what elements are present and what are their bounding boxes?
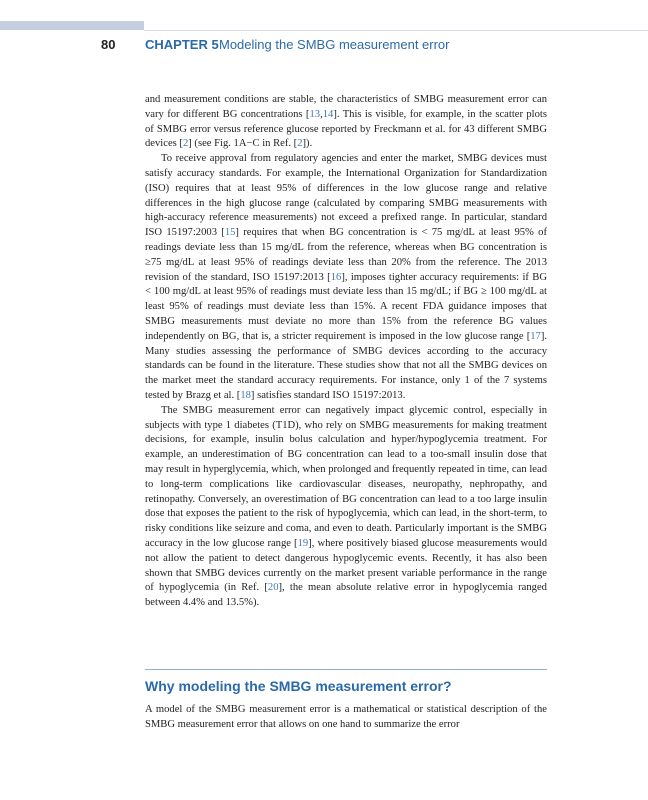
text-run: ], imposes tighter accuracy requirements: if BG < 100 mg/dL at least 95% of readings must deviate less than 15 mg/dL; if BG ≥ 100 mg/dL at least 95% of readings must deviate less than 15%. A recent FDA guidance imposes that SMBG measurements must deviate no more than 15% from the reference BG values independently on BG, that is, a stricter requirement is imposed in the low glucose range [ [145,271,547,342]
section-paragraph: A model of the SMBG measurement error is a mathematical or statistical description of the SMBG measurement error that allows on one hand to summarize the error [145,704,547,730]
section-rule [145,669,547,670]
text-run: ]. This is visible, for example, in the scatter plots of SMBG error versus reference glucose reported by Freckmann et al. for 43 different SMBG devices [ [145,108,547,150]
text-run: ]). [302,138,313,150]
citation-link[interactable]: 2 [182,138,189,150]
paragraph-3 [145,404,547,611]
text-run: and measurement conditions are stable, the characteristics of SMBG measurement error can vary for different BG concentrations [ [145,94,547,120]
section-heading: Why modeling the SMBG measurement error? [145,678,452,694]
text-run: ] satisfies standard ISO 15197:2013. [250,389,406,401]
text-run: ], where positively biased glucose measurements would not allow the patient to detect dangerous hypoglycemic events. Recently, it has also been shown that SMBG devices currently on the market present variable performance in the range of hypoglycemia (in Ref. [ [145,537,547,594]
citation-link[interactable]: 20 [267,582,279,594]
citation-link[interactable]: 18 [240,389,251,401]
text-run: The SMBG measurement error can negatively impact glycemic control, especially in subjects with type 1 diabetes (T1D), who rely on SMBG measurements for making treatment decisions, for example, insulin bolus calculation and hyper/hypoglycemia treatment. For example, an underestimation of BG concentration can lead to a too-small insulin dose that may result in hyperglycemia, which, when prolonged and frequently repeated in time, can lead to long-term complications like cardiovascular diseases, neuropathy, nephropathy, and retinopathy. Conversely, an overestimation of BG concentration can lead to a too large insulin dose that exposes the patient to the risk of hypoglycemia, which can lead, in the short-term, to risky conditions like seizure and coma, and even to death. Particularly important is the SMBG accuracy in the low glucose range [ [145,404,547,549]
chapter-label: CHAPTER 5 [145,37,219,52]
citation-link[interactable]: 14 [322,108,334,120]
citation-link[interactable]: 19 [297,537,309,549]
header-rule [144,30,648,31]
body-text [145,93,547,611]
section-body [145,703,547,733]
citation-link[interactable]: 17 [530,330,541,342]
text-run: , [320,108,323,120]
citation-link[interactable]: 2 [297,138,303,150]
paragraph-2 [145,152,547,404]
citation-link[interactable]: 16 [330,271,342,283]
chapter-title: Modeling the SMBG measurement error [219,37,450,52]
citation-link[interactable]: 15 [224,227,236,239]
paragraph-1 [145,93,547,152]
text-run: ] requires that when BG concentration is < 75 mg/dL at least 95% of readings deviate less than 15 mg/dL from the reference, whereas when BG concentration is ≥75 mg/dL at least 95% of readings deviate less than 20% from the reference. The 2013 revision of the standard, ISO 15197:2013 [ [145,227,547,283]
running-header [0,37,648,53]
text-run: ]. Many studies assessing the performance of SMBG devices according to the accuracy standards can be found in the literature. These studies show that not all the SMBG devices on the market meet the standard accuracy requirements. For instance, only 1 of the 7 systems tested by Brazg et al. [ [145,330,547,401]
page-number: 80 [101,37,116,52]
header-color-band [0,21,144,30]
text-run: To receive approval from regulatory agencies and enter the market, SMBG devices must satisfy accuracy standards. For example, the International Organization for Standardization (ISO) requires that at least 95% of differences in the low glucose range and relative differences in the high glucose range (calculated by comparing SMBG measurements with high-accuracy reference measurements) not exceed a prefixed range. In particular, standard ISO 15197:2003 [ [145,153,547,239]
text-run: ] (see Fig. 1A−C in Ref. [ [188,138,298,150]
text-run: ], the mean absolute relative error in hypoglycemia ranged between 4.4% and 13.5%). [145,582,547,609]
citation-link[interactable]: 13 [309,108,321,120]
